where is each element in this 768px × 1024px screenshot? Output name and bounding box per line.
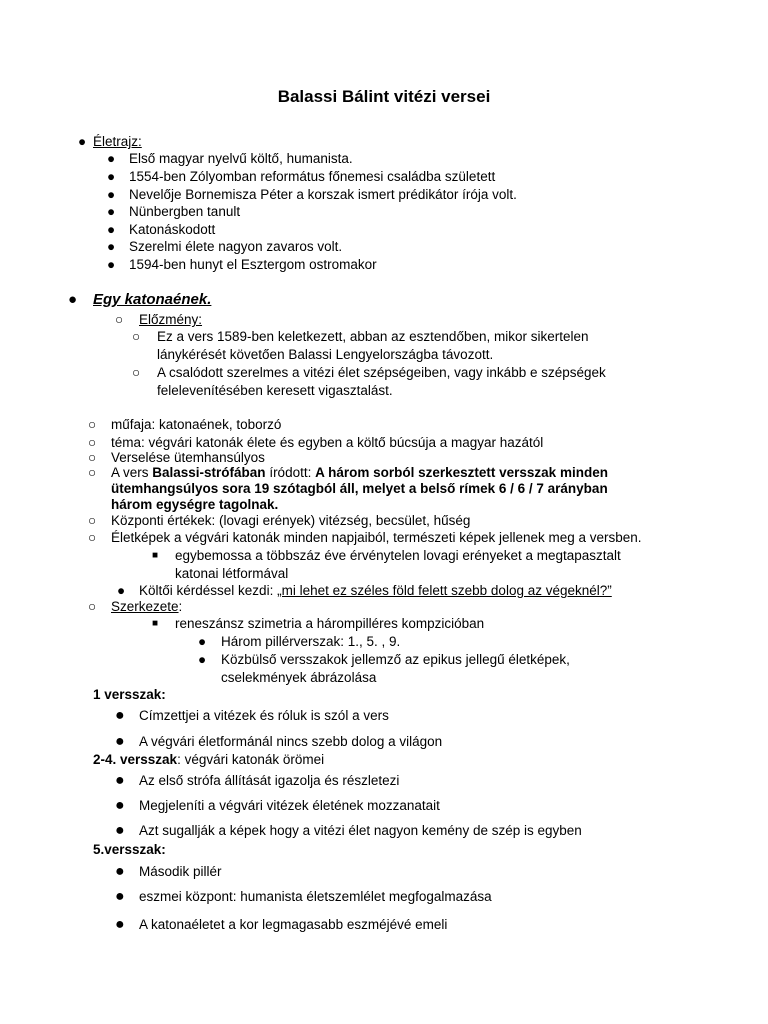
bullet-circle: ○ [115,312,124,327]
bullet-disc: ● [107,257,116,272]
background-text: felelevenítésében keresett vigasztalást. [157,383,393,398]
bullet-disc: ● [68,291,78,308]
images-sub-text: katonai létformával [175,566,289,581]
strophe-text: A vers Balassi-strófában íródott: A három sorból szerkesztett versszak minden [111,465,608,480]
bullet-disc: ● [198,652,207,667]
stanza-label: 2-4. versszak: végvári katonák örömei [93,752,325,767]
bullet-circle: ○ [88,513,97,528]
genre-text: műfaja: katonaének, toborzó [111,417,282,432]
structure-item: Három pillérverszak: 1., 5. , 9. [221,634,401,649]
bullet-disc: ● [115,772,125,789]
images-sub-text: egybemossa a többszáz éve érvénytelen lovagi erényeket a megtapasztalt [175,548,621,563]
stanza-item: Második pillér [139,864,222,879]
bullet-disc: ● [117,583,126,598]
bullet-disc: ● [115,916,125,933]
bullet-circle: ○ [88,465,97,480]
values-text: Központi értékek: (lovagi erények) vitézség, becsület, hűség [111,513,471,528]
bio-heading: Életrajz: [93,134,142,149]
stanza-item: Címzettjei a vitézek és róluk is szól a vers [139,708,389,723]
bio-item: Katonáskodott [129,222,216,237]
bullet-disc: ● [115,707,125,724]
stanza-label: 1 versszak: [93,687,166,702]
bullet-circle: ○ [88,599,97,614]
bullet-disc: ● [115,863,125,880]
images-text: Életképek a végvári katonák minden napjaiból, természeti képek jellenek meg a versben. [111,530,642,545]
bullet-disc: ● [115,733,125,750]
bullet-disc: ● [107,222,116,237]
structure-item: cselekmények ábrázolása [221,670,377,685]
stanza-item: eszmei központ: humanista életszemlélet megfogalmazása [139,889,492,904]
poem-heading: Egy katonaének. [93,291,212,308]
stanza-item: Azt sugallják a képek hogy a vitézi élet nagyon kemény de szép is egyben [139,823,582,838]
bullet-square: ■ [152,550,159,561]
structure-sub-text: reneszánsz szimetria a hárompilléres kompzicióban [175,616,485,631]
bio-item: Szerelmi élete nagyon zavaros volt. [129,239,343,254]
bullet-disc: ● [78,134,87,149]
bullet-circle: ○ [88,417,97,432]
stanza-label: 5.versszak: [93,842,166,857]
bio-item: 1594-ben hunyt el Esztergom ostromakor [129,257,377,272]
background-text: Ez a vers 1589-ben keletkezett, abban az esztendőben, mikor sikertelen [157,329,589,344]
stanza-item: Megjeleníti a végvári vitézek életének mozzanatait [139,798,440,813]
bullet-disc: ● [115,797,125,814]
bio-item: Első magyar nyelvű költő, humanista. [129,151,353,166]
bullet-disc: ● [107,169,116,184]
theme-text: téma: végvári katonák élete és egyben a költő búcsúja a magyar hazától [111,435,544,450]
bullet-disc: ● [198,634,207,649]
meter-text: Verselése ütemhansúlyos [111,450,265,465]
background-heading: Előzmény: [139,312,203,327]
bullet-disc: ● [115,888,125,905]
background-text: A csalódott szerelmes a vitézi élet szépségeiben, vagy inkább e szépségek [157,365,606,380]
stanza-item: A végvári életformánál nincs szebb dolog a világon [139,734,443,749]
bullet-circle: ○ [132,329,141,344]
stanza-item: Az első strófa állítását igazolja és részletezi [139,773,400,788]
strophe-text: ütemhangsúlyos sora 19 szótagból áll, melyet a belső rímek 6 / 6 / 7 arányban [111,481,608,496]
question-text: Költői kérdéssel kezdi: „mi lehet ez széles föld felett szebb dolog az végeknél?” [139,583,612,598]
background-text: lánykérését követően Balassi Lengyelországba távozott. [157,347,494,362]
stanza-item: A katonaéletet a kor legmagasabb eszméjévé emeli [139,917,448,932]
structure-item: Közbülső versszakok jellemző az epikus jellegű életképek, [221,652,570,667]
bullet-circle: ○ [88,530,97,545]
bio-item: Nünbergben tanult [129,204,241,219]
strophe-text: három egységre tagolnak. [111,497,279,512]
page-title: Balassi Bálint vitézi versei [277,87,491,106]
bio-item: Nevelője Bornemisza Péter a korszak ismert prédikátor írója volt. [129,187,517,202]
bullet-square: ■ [152,618,159,629]
bullet-disc: ● [115,822,125,839]
bullet-circle: ○ [88,450,97,465]
bullet-disc: ● [107,239,116,254]
bullet-circle: ○ [132,365,141,380]
structure-heading: Szerkezete: [111,599,183,614]
bullet-disc: ● [107,151,116,166]
bullet-circle: ○ [88,435,97,450]
bio-item: 1554-ben Zólyomban református főnemesi családba született [129,169,496,184]
bullet-disc: ● [107,204,116,219]
bullet-disc: ● [107,187,116,202]
